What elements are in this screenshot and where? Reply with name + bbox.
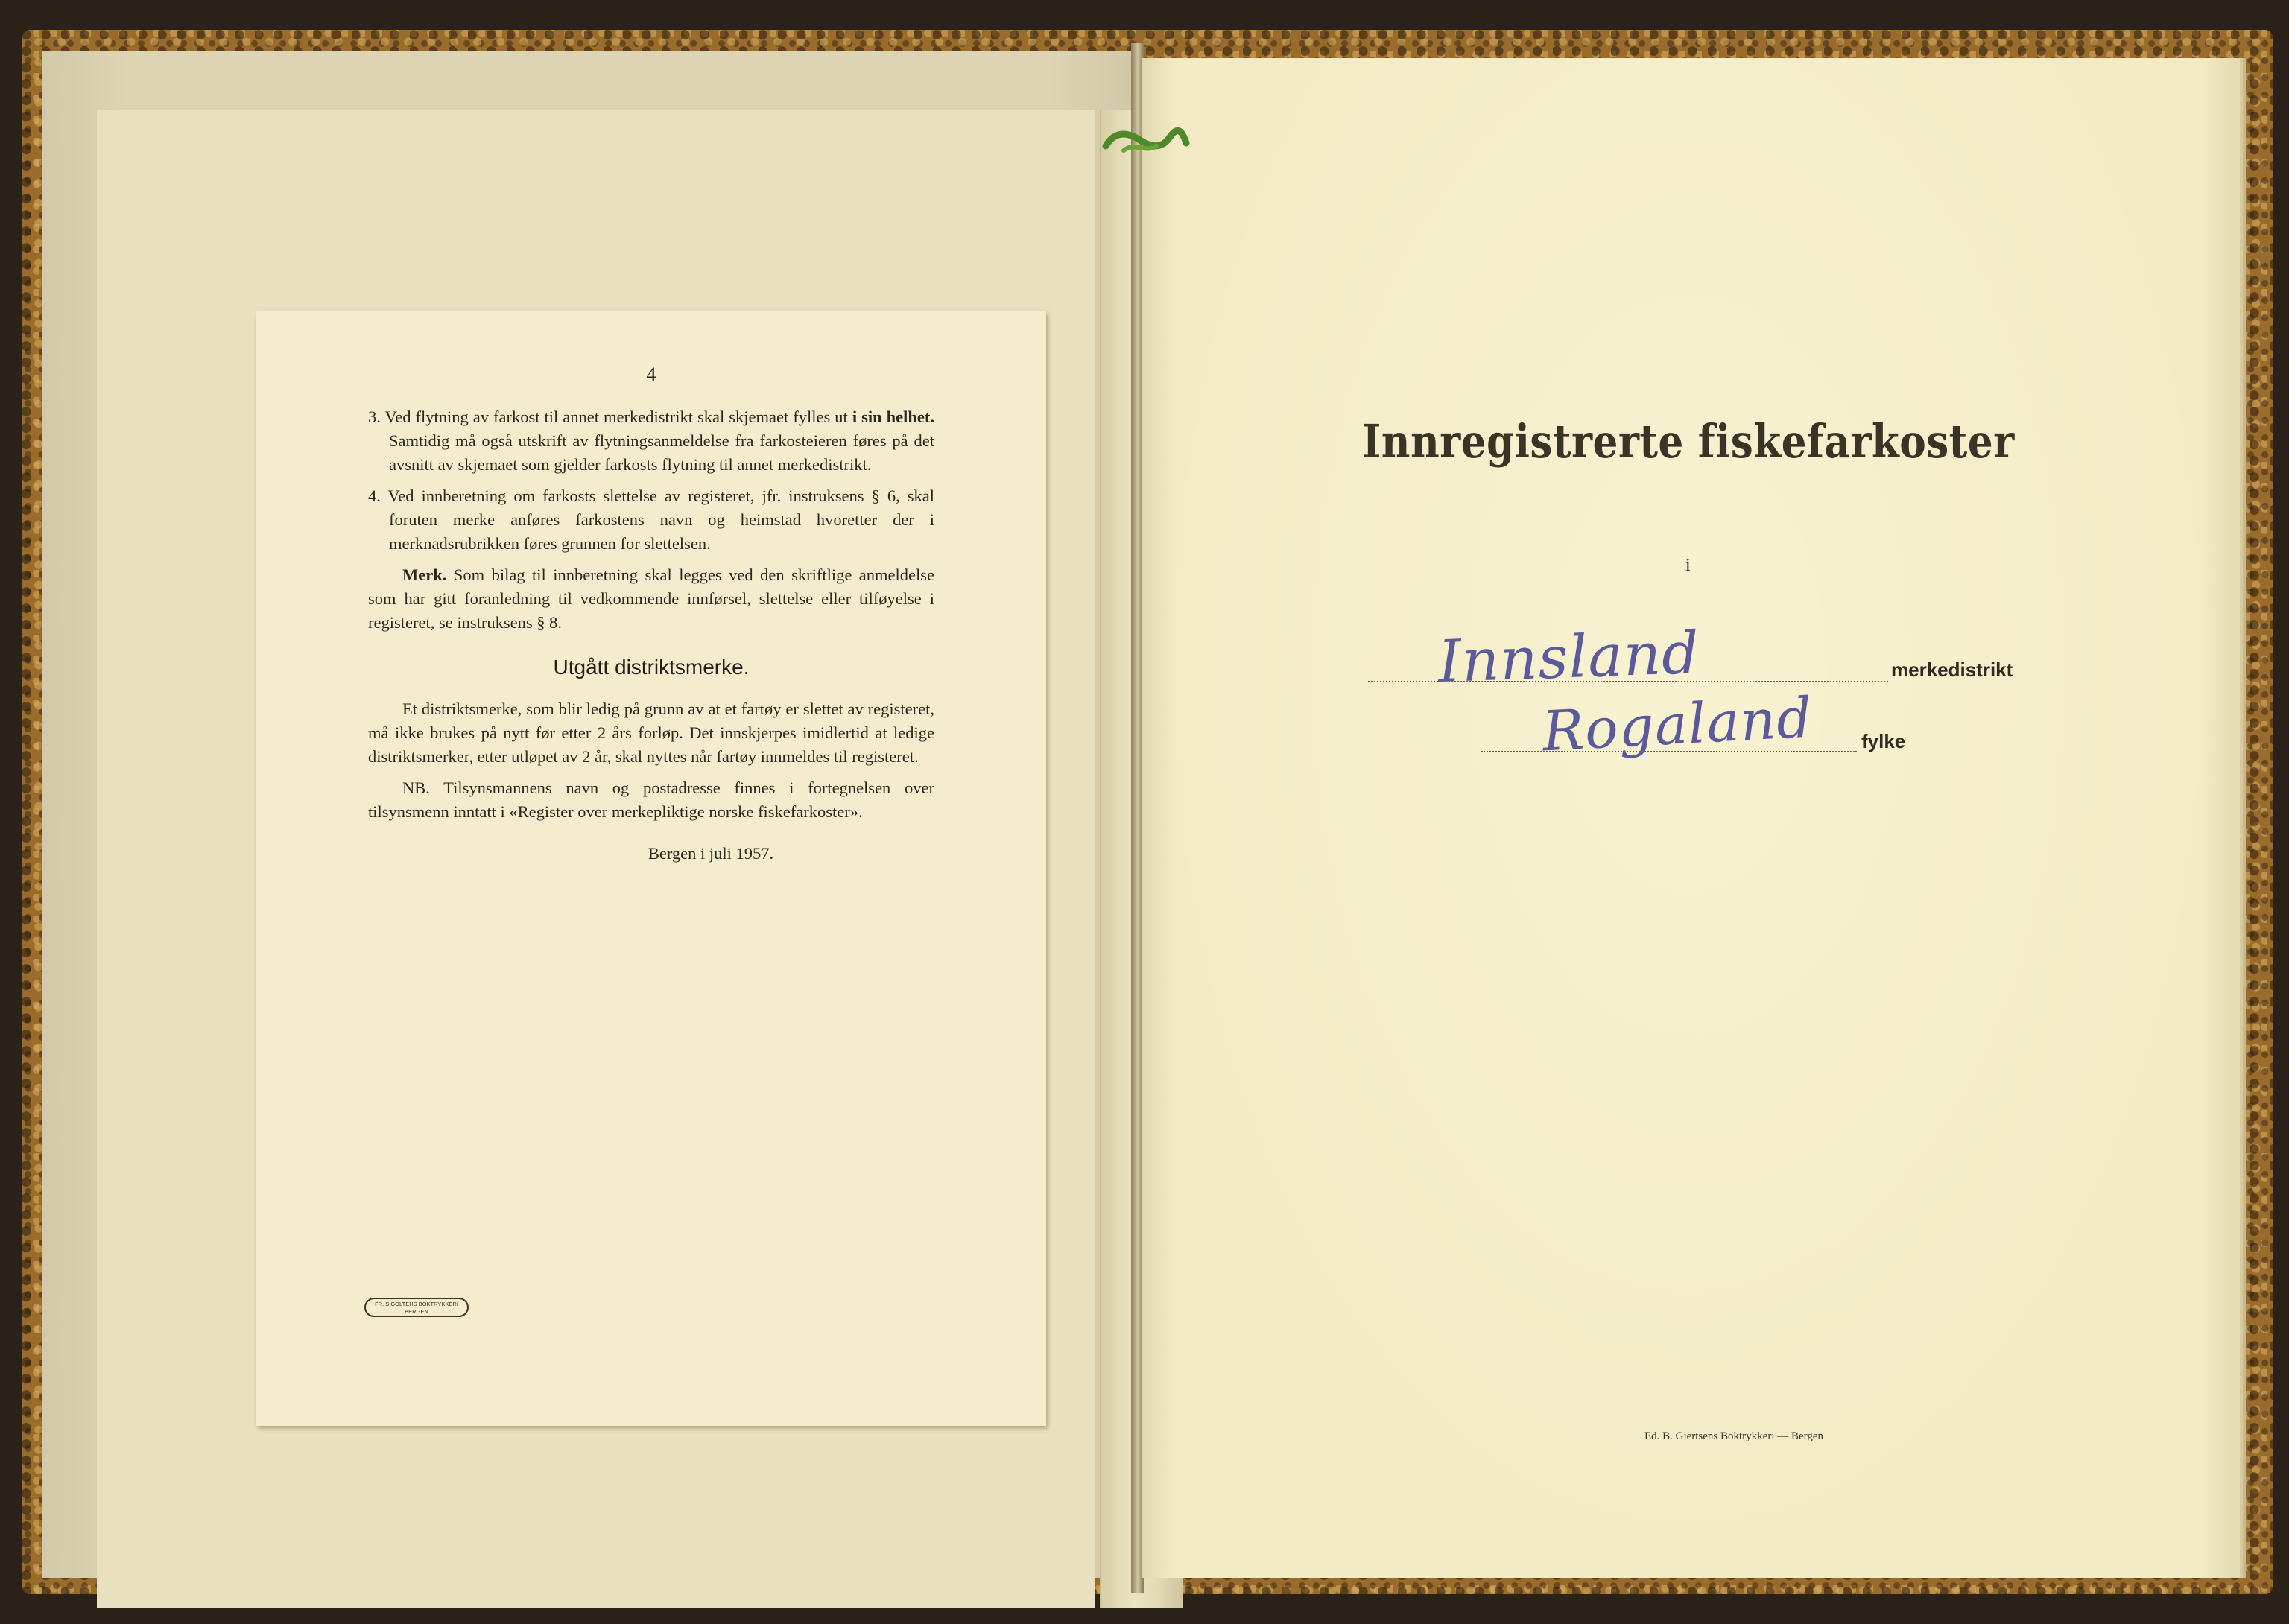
county-handwriting: Rogaland <box>1540 685 1814 764</box>
printer-stamp: FR. SIGOLTEHS BOKTRYKKERI BERGEN <box>364 1298 469 1317</box>
title-page <box>1142 58 2235 1578</box>
district-label: merkedistrikt <box>1891 659 2013 681</box>
connector-word: i <box>1685 556 1691 575</box>
county-dotted-line <box>1481 751 1857 752</box>
district-dotted-line <box>1368 681 1888 682</box>
county-label: fylke <box>1861 730 1906 752</box>
instruction-item-3: 3. Ved flytning av farkost til annet merkedistrikt skal skjemaet fylles ut i sin helhet. Samtidig må også utskrift av flytningsanmeldelse fra farkosteieren føres på det avsnitt av skjemaet som gjelder farkosts flytning til annet merkedistrikt. <box>368 407 934 474</box>
district-handwriting: Innsland <box>1437 619 1701 697</box>
nb-paragraph: NB. Tilsynsmannens navn og postadresse finnes i fortegnelsen over tilsynsmenn inntatt i «Register over merkepliktige norske fiskefarkoster». <box>368 778 934 821</box>
binding-thread-icon <box>1101 121 1191 165</box>
page-number: 4 <box>646 364 656 385</box>
instruction-text <box>368 405 934 873</box>
printer-imprint: Ed. B. Giertsens Boktrykkeri — Bergen <box>1644 1430 1824 1442</box>
merk-note: Merk. Som bilag til innberetning skal legges ved den skriftlige anmeldelse som har gitt foranledning til vedkommende innførsel, slettelse eller tilføyelse i registeret, se instruksens § 8. <box>368 565 934 632</box>
page-title: Innregistrerte fiskefarkoster <box>1362 414 2015 469</box>
section-heading: Utgått distriktsmerke. <box>553 656 750 679</box>
district-mark-paragraph: Et distriktsmerke, som blir ledig på grunn av at et fartøy er slettet av registeret, må ikke brukes på nytt før etter 2 års forløp. Det innskjerpes imidlertid at ledige distriktsmerker, etter utløpet av 2 år, skal nyttes når fartøy innmeldes til registeret. <box>368 700 934 766</box>
inside-front-board <box>42 51 1137 1578</box>
pasted-instruction-sheet <box>256 311 1046 1426</box>
instruction-item-4: 4. Ved innberetning om farkosts slettelse av registeret, jfr. instruksens § 6, skal foruten merke anføres farkostens navn og heimstad hvoretter der i merknadsrubrikken føres grunnen for slettelsen. <box>368 486 934 553</box>
place-date-signature: Bergen i juli 1957. <box>648 844 774 863</box>
